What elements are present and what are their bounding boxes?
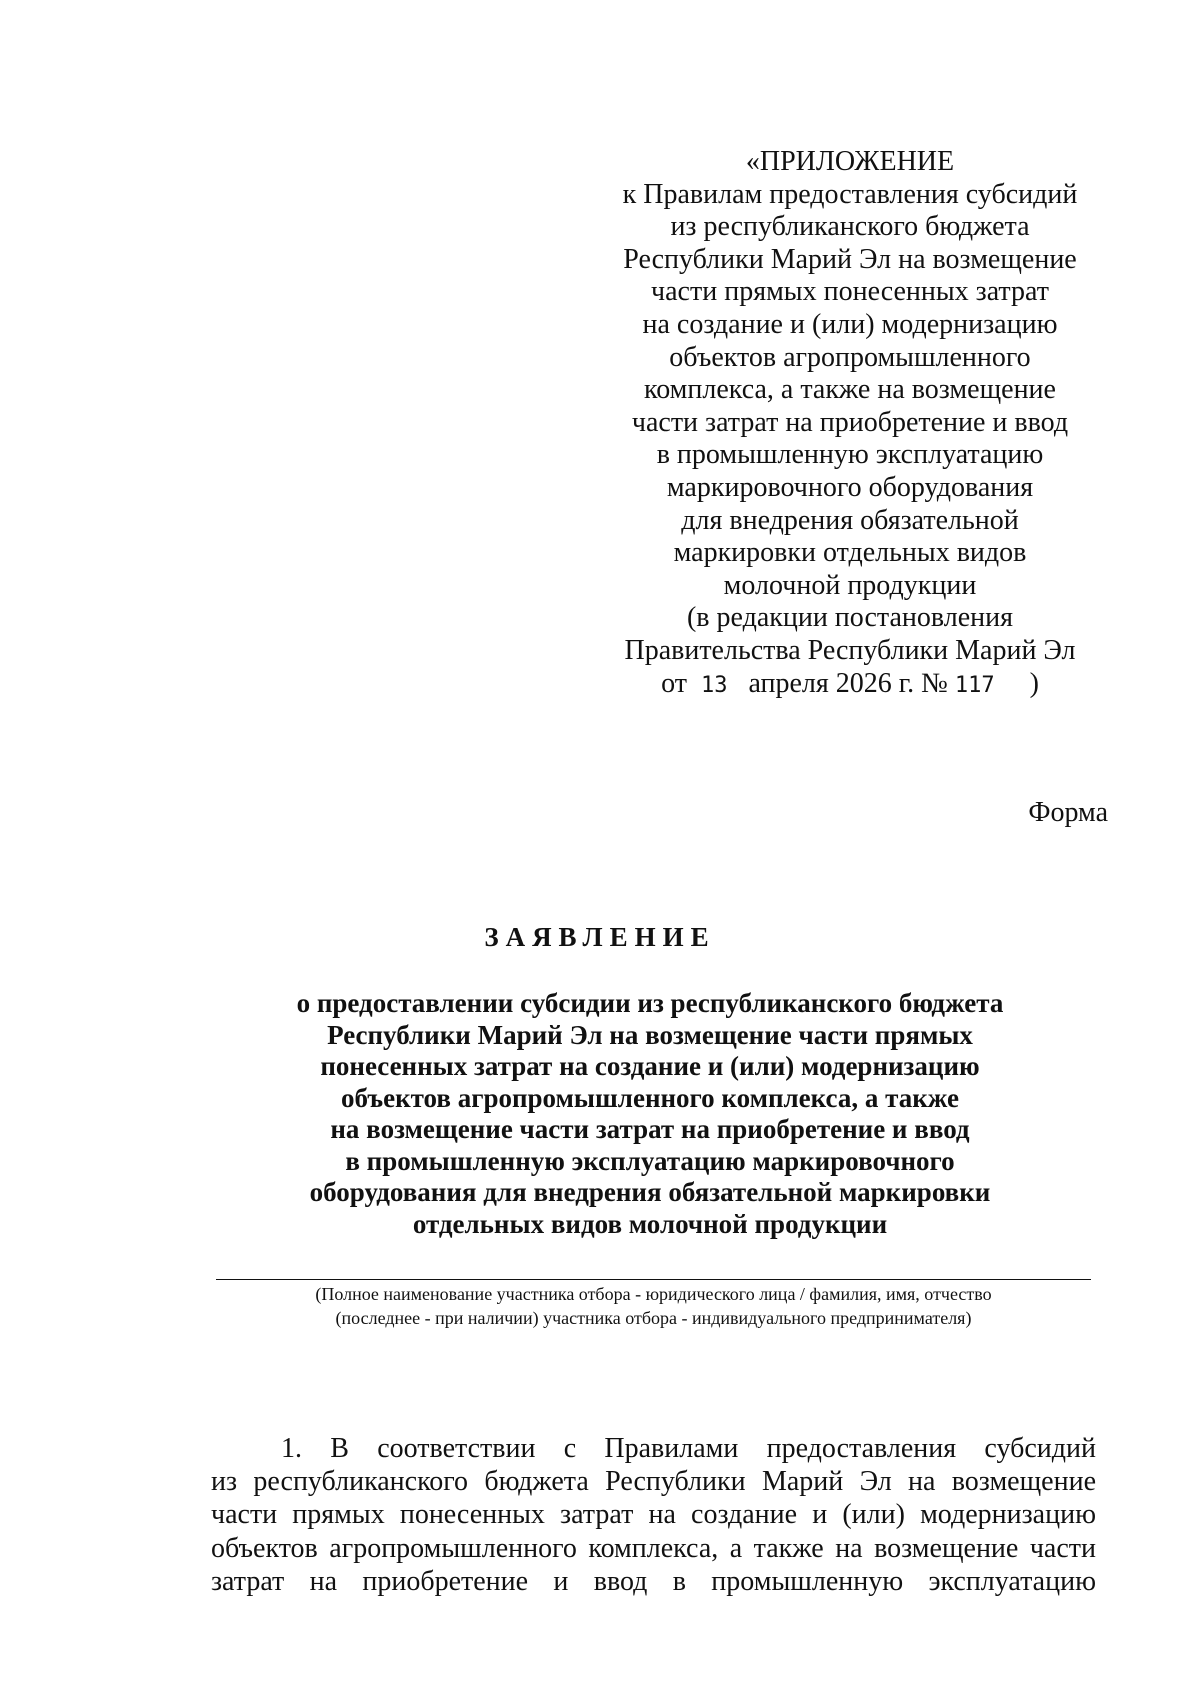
paragraph-line: объектов агропромышленного комплекса, а также на возмещение части: [211, 1532, 1096, 1564]
paragraph-line: части прямых понесенных затрат на создание и (или) модернизацию: [211, 1499, 1096, 1531]
appendix-line: молочной продукции: [723, 569, 977, 601]
subtitle-line: понесенных затрат на создание и (или) модернизацию: [320, 1051, 980, 1081]
paragraph-1: [211, 1432, 1096, 1598]
appendix-line: объектов агропромышленного: [669, 341, 1031, 373]
paragraph-line: затрат на приобретение и ввод в промышленную эксплуатацию: [211, 1565, 1096, 1597]
appendix-line: маркировочного оборудования: [666, 471, 1034, 503]
appendix-line: для внедрения обязательной: [681, 504, 1019, 536]
document-subtitle: [200, 988, 1100, 1240]
appendix-line: маркировки отдельных видов: [673, 537, 1027, 569]
appendix-line: «ПРИЛОЖЕНИЕ: [745, 146, 955, 177]
appendix-line: Правительства Республики Марий Эл: [624, 634, 1076, 666]
subtitle-line: на возмещение части затрат на приобретение и ввод: [330, 1114, 970, 1144]
subtitle-line: Республики Марий Эл на возмещение части прямых: [327, 1019, 973, 1050]
resolution-date-line: [580, 668, 1120, 703]
appendix-line: к Правилам предоставления субсидий: [622, 178, 1078, 210]
appendix-line: (в редакции постановления: [686, 602, 1014, 634]
applicant-name-caption: [216, 1282, 1091, 1330]
subtitle-line: оборудования для внедрения обязательной маркировки: [309, 1177, 991, 1207]
caption-line: (Полное наименование участника отбора - юридического лица / фамилия, имя, отчество: [315, 1284, 992, 1304]
subtitle-line: в промышленную эксплуатацию маркировочного: [345, 1145, 955, 1176]
resolution-day: 13: [700, 672, 728, 698]
caption-line: (последнее - при наличии) участника отбора - индивидуального предпринимателя): [335, 1308, 972, 1328]
appendix-header: [580, 146, 1120, 702]
paragraph-line: 1. В соответствии с Правилами предоставления субсидий: [281, 1433, 1096, 1464]
form-label: Форма: [1028, 797, 1108, 828]
date-month-year: апреля 2026 г. №: [748, 667, 948, 699]
applicant-name-fill-line: [216, 1279, 1091, 1280]
appendix-line: на создание и (или) модернизацию: [642, 308, 1058, 340]
appendix-line: Республики Марий Эл на возмещение: [623, 243, 1077, 275]
date-prefix: от: [661, 667, 687, 699]
appendix-line: комплекса, а также на возмещение: [644, 374, 1056, 406]
appendix-line: из республиканского бюджета: [670, 211, 1030, 243]
subtitle-line: о предоставлении субсидии из республиканского бюджета: [296, 988, 1004, 1018]
appendix-line: части прямых понесенных затрат: [651, 276, 1049, 308]
resolution-number: 117: [954, 672, 995, 698]
paragraph-line: из республиканского бюджета Республики Марий Эл на возмещение: [211, 1466, 1096, 1498]
subtitle-line: отдельных видов молочной продукции: [412, 1208, 888, 1239]
appendix-line: части затрат на приобретение и ввод: [631, 406, 1069, 438]
subtitle-line: объектов агропромышленного комплекса, а также: [341, 1082, 959, 1113]
document-title: ЗАЯВЛЕНИЕ: [484, 922, 716, 952]
date-closing-paren: ): [1029, 667, 1039, 699]
appendix-line: в промышленную эксплуатацию: [656, 439, 1044, 471]
